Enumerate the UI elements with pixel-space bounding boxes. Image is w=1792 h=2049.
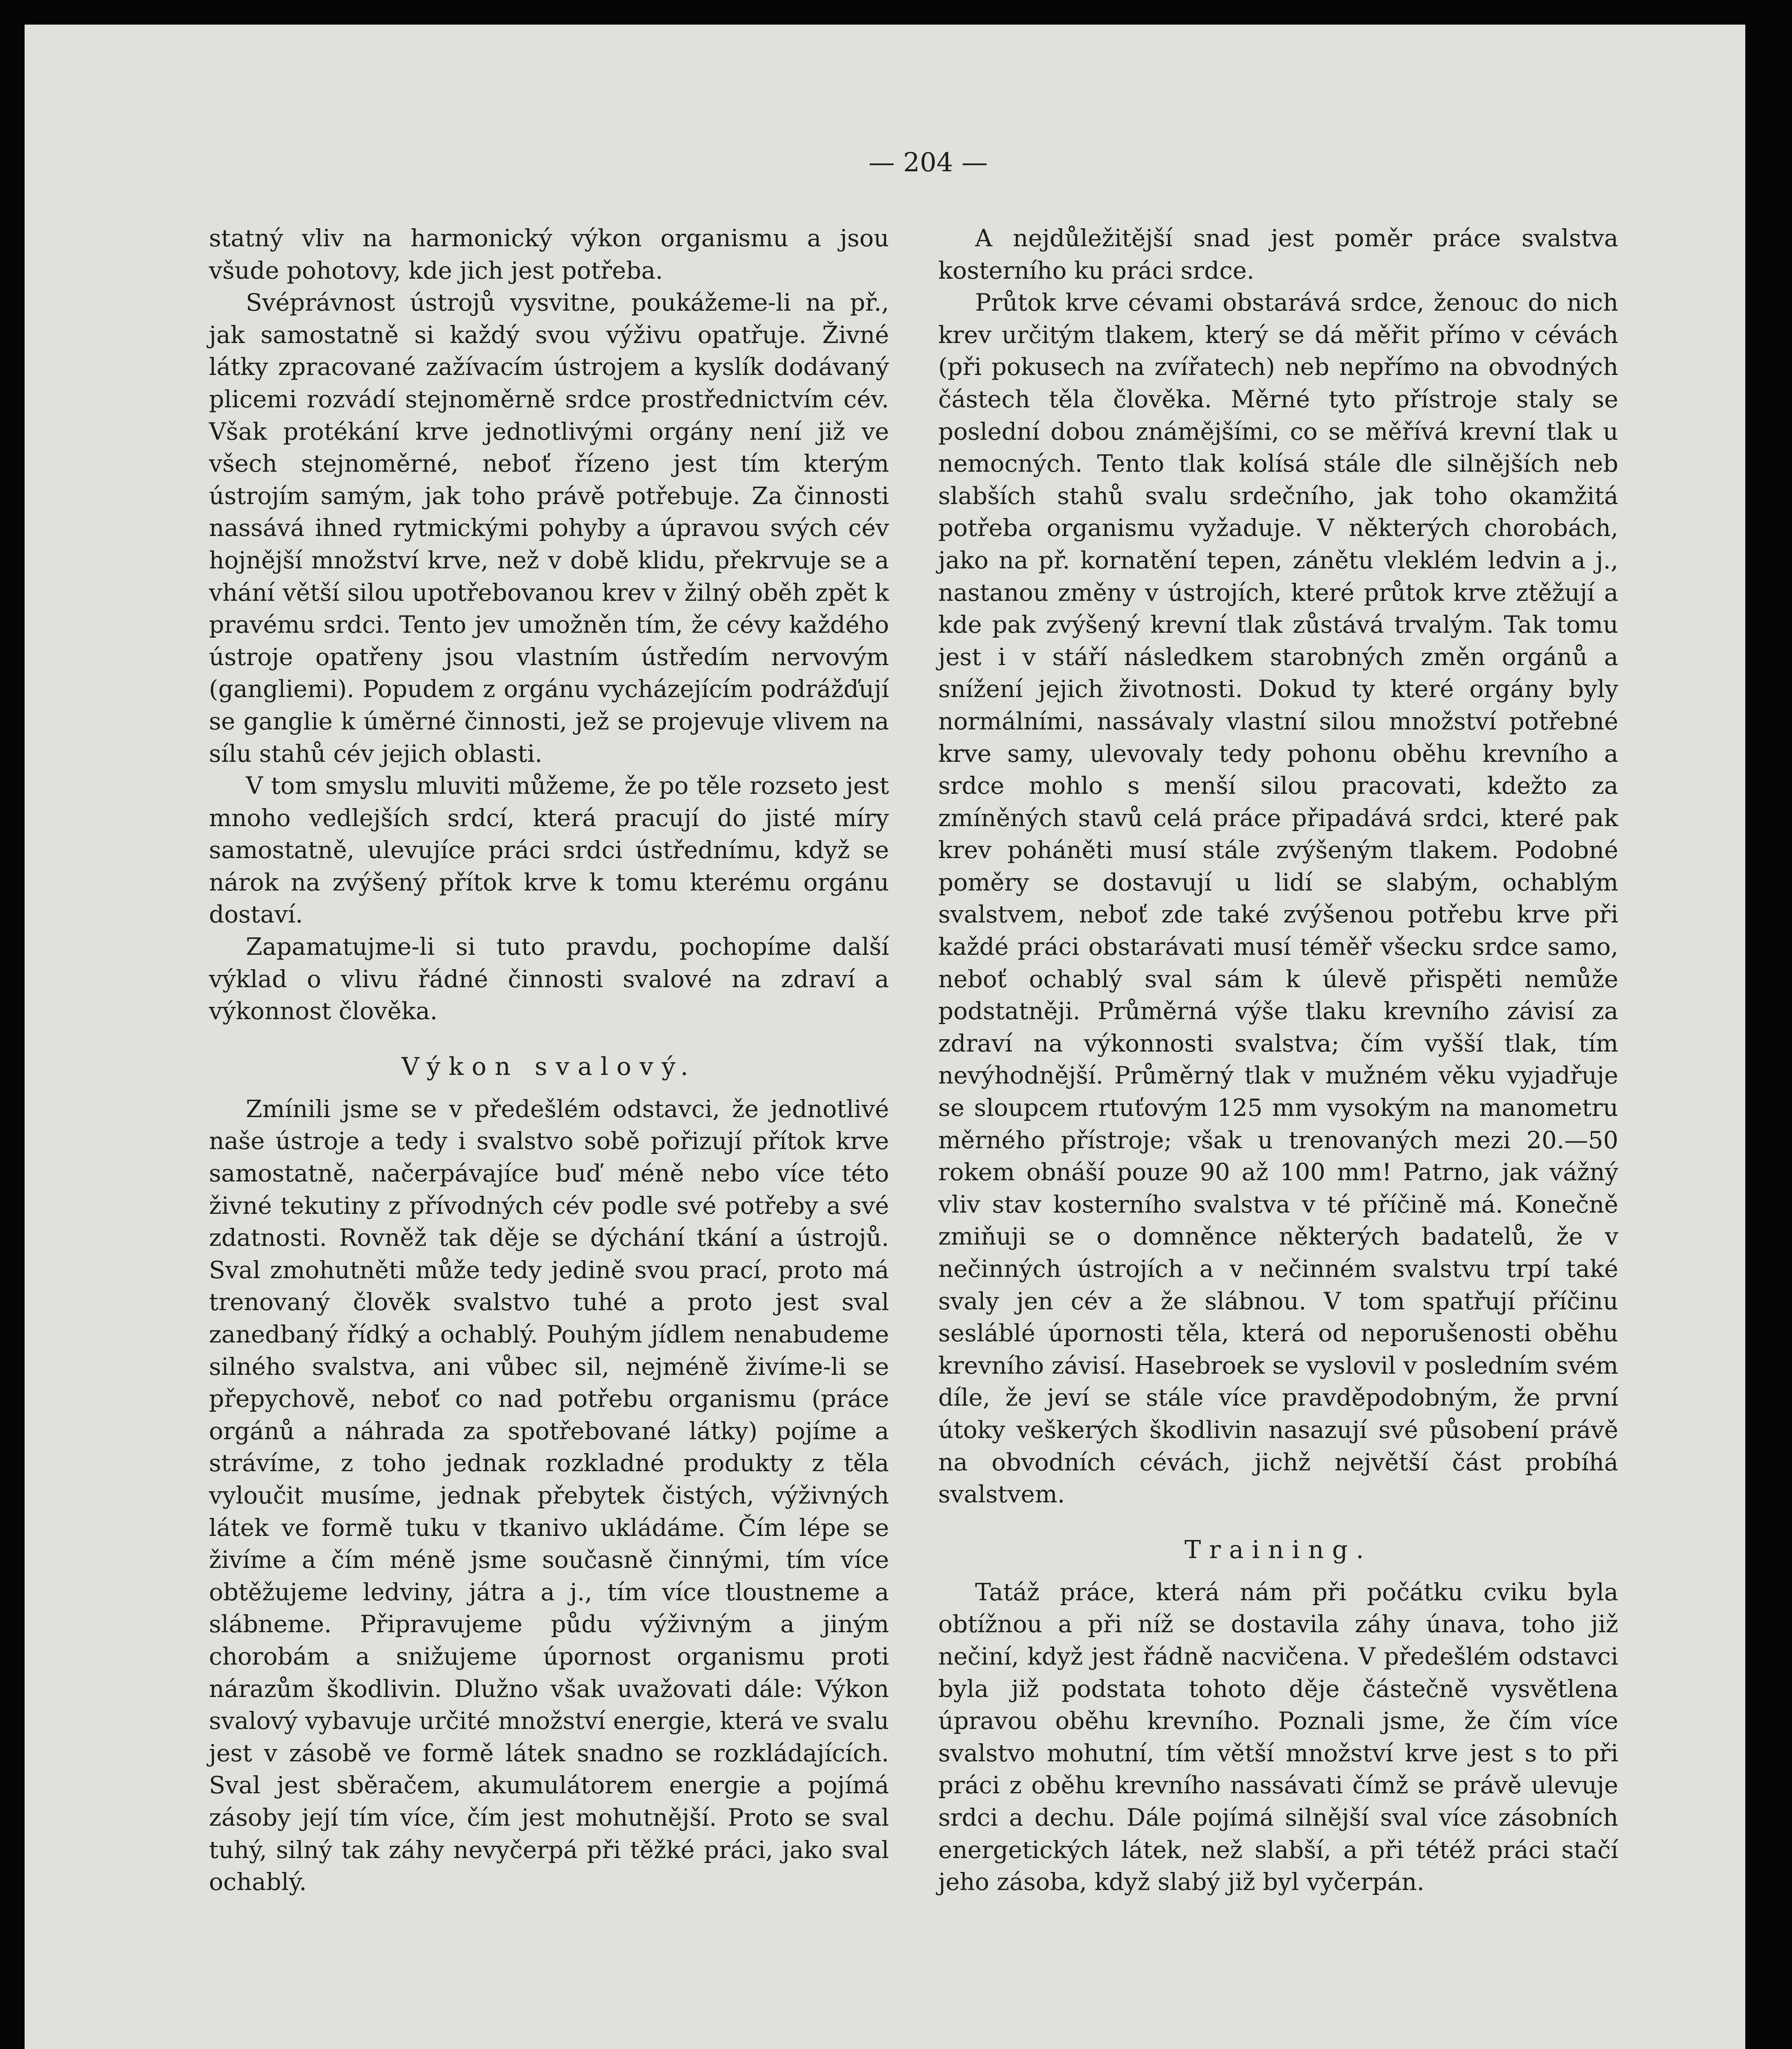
page-number: — 204 — xyxy=(869,148,988,178)
paragraph: Svéprávnost ústrojů vysvitne, poukážeme-li na př., jak samostatně si každý svou výživu opatřuje. Živné látky zpracované zažívacím ústrojem a kyslík dodávaný plicemi rozvádí stejnoměrně srdce prostřednictvím cév. Však protékání krve jednotlivými orgány není již ve všech stejnoměrné, neboť řízeno jest tím kterým ústrojím samým, jak toho právě potřebuje. Za činnosti nassává ihned rytmickými pohyby a úpravou svých cév hojnější množství krve, než v době klidu, překrvuje se a vhání větší silou upotřebovanou krev v žilný oběh zpět k pravému srdci. Tento jev umožněn tím, že cévy každého ústroje opatřeny jsou vlastním ústředím nervovým (gangliemi). Popudem z orgánu vycházejícím podrážďují se ganglie k úměrné činnosti, jež se projevuje vlivem na sílu stahů cév jejich oblasti. xyxy=(209,288,889,768)
paragraph: Zapamatujme-li si tuto pravdu, pochopíme další výklad o vlivu řádné činnosti svalové na zdraví a výkonnost člověka. xyxy=(209,933,889,1025)
section-heading: Training. xyxy=(1184,1535,1372,1564)
paragraph: Zmínili jsme se v předešlém odstavci, že jednotlivé naše ústroje a tedy i svalstvo sobě pořizují přítok krve samostatně, načerpávajíce buď méně nebo více této živné tekutiny z přívodných cév podle své potřeby a své zdatnosti. Rovněž tak děje se dýchání tkání a ústrojů. Sval zmohutněti může tedy jedině svou prací, proto má trenovaný člověk svalstvo tuhé a proto jest sval zanedbaný řídký a ochablý. Pouhým jídlem nenabudeme silného svalstva, ani vůbec sil, nejméně živíme-li se přepychově, neboť co nad potřebu organismu (práce orgánů a náhrada za spotřebované látky) pojíme a strávíme, z toho jednak rozkladné produkty z těla vyloučit musíme, jednak přebytek čistých, výživných látek ve formě tuku v tkanivo ukládáme. Čím lépe se živíme a čím méně jsme současně činnými, tím více obtěžujeme ledviny, játra a j., tím více tloustneme a slábneme. Připravujeme půdu výživným a jiným chorobám a snižujeme úpornost organismu proti nárazům škodlivin. Dlužno však uvažovati dále: Výkon svalový vybavuje určité množství energie, která ve svalu jest v zásobě ve formě látek snadno se rozkládajících. Sval jest sběračem, akumulátorem energie a pojímá zásoby její tím více, čím jest mohutnější. Proto se sval tuhý, silný tak záhy nevyčerpá při těžké práci, jako sval ochablý. xyxy=(209,1095,889,1896)
book-page xyxy=(25,25,1745,2049)
left-column xyxy=(209,222,889,1898)
paragraph: A nejdůležitější snad jest poměr práce svalstva kosterního ku práci srdce. xyxy=(938,224,1618,284)
paragraph: Tatáž práce, která nám při počátku cviku byla obtížnou a při níž se dostavila záhy únava, toho již nečiní, když jest řádně nacvičena. V předešlém odstavci byla již podstata tohoto děje částečně vysvětlena úpravou oběhu krevního. Poznali jsme, že čím více svalstvo mohutní, tím větší množství krve jest s to při práci z oběhu krevního nassávati čímž se právě ulevuje srdci a dechu. Dále pojímá silnější sval více zásobních energetických látek, než slabší, a při tétéž práci stačí jeho zásoba, když slabý již byl vyčerpán. xyxy=(938,1578,1618,1896)
right-column xyxy=(938,222,1618,1898)
section-heading: Výkon svalový. xyxy=(401,1052,696,1081)
paragraph: V tom smyslu mluviti můžeme, že po těle rozseto jest mnoho vedlejších srdcí, která pracují do jisté míry samostatně, ulevujíce práci srdci ústřednímu, když se nárok na zvýšený přítok krve k tomu kterému orgánu dostaví. xyxy=(209,772,889,929)
paragraph: statný vliv na harmonický výkon organismu a jsou všude pohotovy, kde jich jest potřeba. xyxy=(209,224,889,284)
paragraph: Průtok krve cévami obstarává srdce, ženouc do nich krev určitým tlakem, který se dá měřit přímo v cévách (při pokusech na zvířatech) neb nepřímo na obvodných částech těla člověka. Měrné tyto přístroje staly se poslední dobou známějšími, co se měřívá krevní tlak u nemocných. Tento tlak kolísá stále dle silnějších neb slabších stahů svalu srdečního, jak toho okamžitá potřeba organismu vyžaduje. V některých chorobách, jako na př. kornatění tepen, zánětu vleklém ledvin a j., nastanou změny v ústrojích, které průtok krve ztěžují a kde pak zvýšený krevní tlak zůstává trvalým. Tak tomu jest i v stáří následkem starobných změn orgánů a snížení jejich životnosti. Dokud ty které orgány byly normálními, nassávaly vlastní silou množství potřebné krve samy, ulevovaly tedy pohonu oběhu krevního a srdce mohlo s menší silou pracovati, kdežto za zmíněných stavů celá práce připadává srdci, které pak krev poháněti musí stále zvýšeným tlakem. Podobné poměry se dostavují u lidí se slabým, ochablým svalstvem, neboť zde také zvýšenou potřebu krve při každé práci obstarávati musí téměř všecku srdce samo, neboť ochablý sval sám k úlevě přispěti nemůže podstatněji. Průměrná výše tlaku krevního závisí za zdraví na výkonnosti svalstva; čím vyšší tlak, tím nevýhodnější. Průměrný tlak v mužném věku vyjadřuje se sloupcem rtuťovým 125 mm vysokým na manometru měrného přístroje; však u trenovaných mezi 20.—50 rokem obnáší pouze 90 až 100 mm! Patrno, jak vážný vliv stav kosterního svalstva v té příčině má. Konečně zmiňuji se o domněnce některých badatelů, že v nečinných ústrojích a v nečinném svalstvu trpí také svaly jen cév a že slábnou. V tom spatřují příčinu sesláblé úpornosti těla, která od neporušenosti oběhu krevního závisí. Hasebroek se vyslovil v posledním svém díle, že jeví se stále více pravděpodobným, že první útoky veškerých škodlivin nasazují své působení právě na obvodních cévách, jichž největší část probíhá svalstvem. xyxy=(938,288,1618,1508)
